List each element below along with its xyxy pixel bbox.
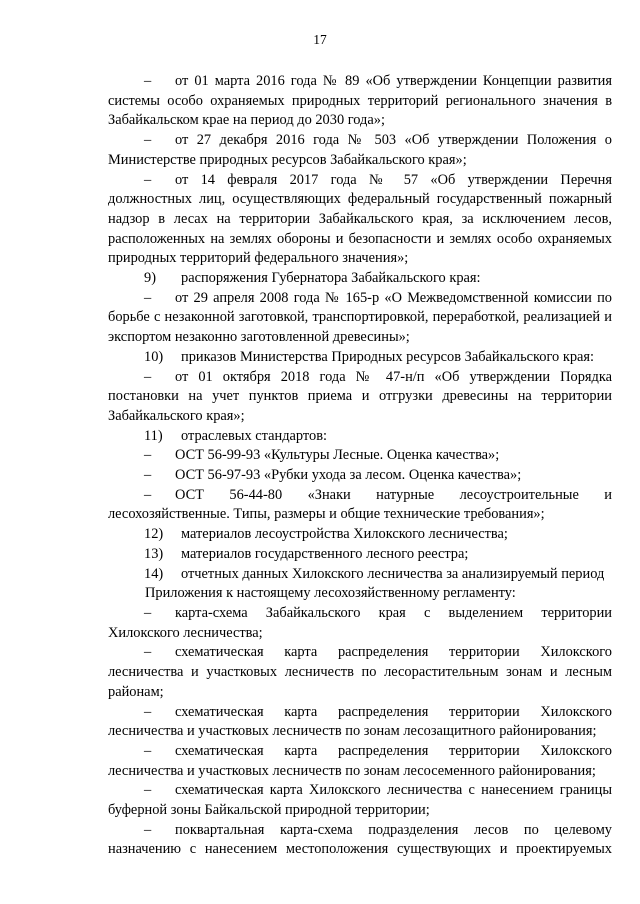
dash-bullet: – [144, 467, 152, 484]
item-text: от 29 апреля 2008 года № 165-р «О Межведомственной комиссии по борьбе с незаконной заготовкой, транспортировкой, переработкой, реализацией и экспортом незаконно заготовленной древесины»; [108, 289, 612, 346]
item-text: ОСТ 56-44-80 «Знаки натурные лесоустроительные и лесохозяйственные. Типы, размеры и общие технические требования»; [108, 486, 612, 523]
list-item [108, 131, 612, 170]
list-item [108, 703, 612, 742]
paragraph [108, 584, 612, 604]
list-item [108, 171, 612, 270]
list-item [108, 72, 612, 131]
dash-bullet: – [144, 782, 152, 799]
item-number: 13) [144, 545, 164, 562]
dash-bullet: – [144, 171, 152, 188]
list-item [108, 486, 612, 525]
item-text: распоряжения Губернатора Забайкальского края: [181, 270, 481, 287]
numbered-item [108, 269, 612, 289]
numbered-item [108, 565, 612, 585]
dash-bullet: – [144, 486, 152, 503]
list-item [108, 446, 612, 466]
page-number: 17 [313, 32, 327, 47]
item-text: от 01 марта 2016 года № 89 «Об утверждении Концепции развития системы особо охраняемых природных территорий регионального значения в Забайкальском крае на период до 2030 года»; [108, 73, 612, 129]
numbered-item [108, 427, 612, 447]
dash-bullet: – [144, 132, 152, 149]
list-item [108, 643, 612, 702]
item-text: схематическая карта распределения территории Хилокского лесничества и участковых лесничеств по зонам лесозащитного районирования; [108, 703, 612, 740]
dash-bullet: – [144, 821, 152, 838]
item-text: от 14 февраля 2017 года № 57 «Об утверждении Перечня должностных лиц, осуществляющих федеральный государственный пожарный надзор в лесах на территории Забайкальского края, за исключением лесов, расположенных на землях обороны и безопасности и землях особо охраняемых природных территорий федерального значения»; [108, 171, 612, 267]
dash-bullet: – [144, 644, 152, 661]
item-text: схематическая карта распределения территории Хилокского лесничества и участковых лесничеств по зонам лесосеменного районирования; [108, 742, 612, 779]
numbered-item [108, 525, 612, 545]
list-item [108, 289, 612, 348]
list-item [108, 466, 612, 486]
page-body [108, 72, 612, 860]
item-text: материалов государственного лесного реестра; [181, 545, 469, 562]
list-item [108, 821, 612, 860]
list-item [108, 742, 612, 781]
dash-bullet: – [144, 703, 152, 720]
item-number: 9) [144, 270, 156, 287]
item-text: отраслевых стандартов: [181, 427, 328, 444]
item-text: ОСТ 56-97-93 «Рубки ухода за лесом. Оценка качества»; [175, 467, 522, 484]
dash-bullet: – [144, 73, 152, 89]
list-item [108, 368, 612, 427]
item-text: от 01 октября 2018 года № 47-н/п «Об утверждении Порядка постановки на учет пунктов приема и отгрузки древесины на территории Забайкальского края»; [108, 368, 612, 424]
item-text: материалов лесоустройства Хилокского лесничества; [181, 526, 508, 543]
item-text: карта-схема Забайкальского края с выделением территории Хилокского лесничества; [108, 604, 612, 641]
item-text: от 27 декабря 2016 года № 503 «Об утверждении Положения о Министерстве природных ресурсов Забайкальского края»; [108, 132, 612, 168]
list-item [108, 604, 612, 643]
item-number: 12) [144, 526, 164, 543]
dash-bullet: – [144, 604, 152, 621]
item-number: 10) [144, 348, 164, 365]
item-number: 11) [144, 427, 163, 444]
item-text: Приложения к настоящему лесохозяйственному регламенту: [145, 585, 516, 602]
item-text: поквартальная карта-схема подразделения лесов по целевому назначению с нанесением местоположения существующих и проектируемых [108, 821, 612, 858]
item-number: 14) [144, 565, 164, 582]
item-text: приказов Министерства Природных ресурсов Забайкальского края: [181, 348, 595, 365]
item-text: отчетных данных Хилокского лесничества за анализируемый период [181, 565, 605, 582]
item-text: схематическая карта распределения территории Хилокского лесничества и участковых лесничеств по лесорастительным зонам и лесным районам; [108, 644, 612, 700]
numbered-item [108, 348, 612, 368]
dash-bullet: – [144, 447, 152, 464]
numbered-item [108, 545, 612, 565]
dash-bullet: – [144, 368, 152, 385]
item-text: ОСТ 56-99-93 «Культуры Лесные. Оценка качества»; [175, 447, 500, 464]
dash-bullet: – [144, 289, 152, 306]
dash-bullet: – [144, 742, 152, 759]
item-text: схематическая карта Хилокского лесничества с нанесением границы буферной зоны Байкальской природной территории; [108, 782, 612, 819]
list-item [108, 781, 612, 820]
